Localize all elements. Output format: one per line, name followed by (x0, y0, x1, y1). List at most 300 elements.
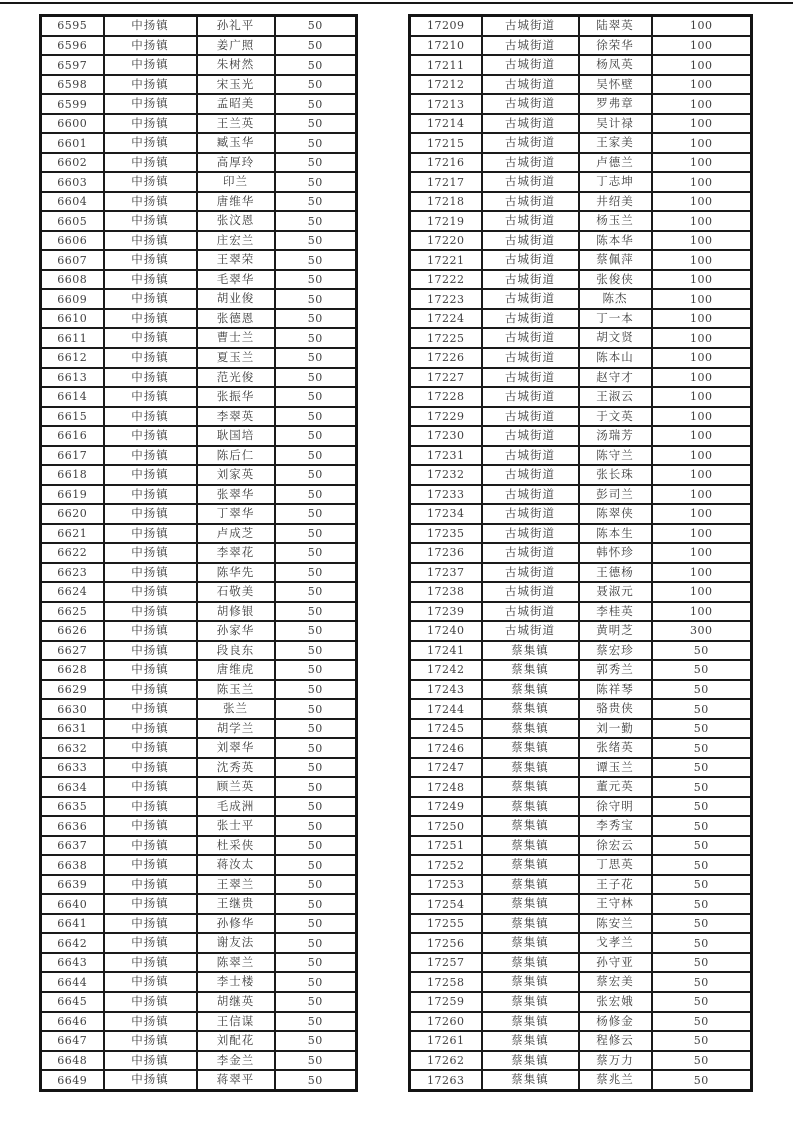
cell-name: 毛成洲 (197, 797, 275, 817)
cell-id: 6617 (41, 446, 104, 466)
cell-area: 中扬镇 (104, 524, 197, 544)
table-row (410, 504, 752, 524)
cell-area: 中扬镇 (104, 250, 197, 270)
cell-area: 中扬镇 (104, 1051, 197, 1071)
cell-area: 中扬镇 (104, 75, 197, 95)
table-row (410, 855, 752, 875)
cell-id: 17220 (410, 231, 482, 251)
table-row (41, 660, 357, 680)
cell-id: 17243 (410, 680, 482, 700)
table-row (41, 992, 357, 1012)
cell-name: 卢成芝 (197, 524, 275, 544)
table-row (410, 543, 752, 563)
cell-area: 中扬镇 (104, 972, 197, 992)
roster-table-left (39, 14, 358, 1092)
cell-amount: 50 (275, 211, 357, 231)
cell-name: 王继贵 (197, 894, 275, 914)
cell-name: 张振华 (197, 387, 275, 407)
cell-name: 王家美 (579, 133, 652, 153)
cell-area: 古城街道 (482, 348, 579, 368)
cell-amount: 100 (652, 582, 752, 602)
cell-id: 17232 (410, 465, 482, 485)
cell-amount: 50 (652, 816, 752, 836)
cell-amount: 50 (275, 719, 357, 739)
table-row (410, 1051, 752, 1071)
table-row (41, 875, 357, 895)
cell-id: 6612 (41, 348, 104, 368)
cell-area: 古城街道 (482, 543, 579, 563)
table-row (41, 602, 357, 622)
cell-id: 17240 (410, 621, 482, 641)
cell-name: 胡文贤 (579, 328, 652, 348)
cell-area: 中扬镇 (104, 875, 197, 895)
cell-amount: 50 (275, 543, 357, 563)
cell-amount: 100 (652, 36, 752, 56)
cell-name: 王翠兰 (197, 875, 275, 895)
cell-amount: 50 (275, 114, 357, 134)
cell-name: 张汶恩 (197, 211, 275, 231)
cell-name: 刘家英 (197, 465, 275, 485)
table-row (410, 426, 752, 446)
cell-amount: 100 (652, 543, 752, 563)
cell-name: 陈玉兰 (197, 680, 275, 700)
cell-area: 中扬镇 (104, 641, 197, 661)
cell-area: 古城街道 (482, 133, 579, 153)
cell-name: 刘一勤 (579, 719, 652, 739)
cell-id: 6615 (41, 407, 104, 427)
table-row (41, 211, 357, 231)
table-row (41, 914, 357, 934)
cell-area: 古城街道 (482, 328, 579, 348)
cell-name: 王翠荣 (197, 250, 275, 270)
cell-id: 6609 (41, 289, 104, 309)
cell-id: 6623 (41, 563, 104, 583)
cell-amount: 50 (275, 816, 357, 836)
table-row (410, 524, 752, 544)
cell-area: 中扬镇 (104, 446, 197, 466)
cell-area: 中扬镇 (104, 289, 197, 309)
cell-amount: 50 (275, 563, 357, 583)
cell-id: 6613 (41, 368, 104, 388)
cell-area: 中扬镇 (104, 231, 197, 251)
cell-area: 中扬镇 (104, 660, 197, 680)
table-row (410, 446, 752, 466)
cell-id: 17258 (410, 972, 482, 992)
table-row (410, 699, 752, 719)
cell-id: 6636 (41, 816, 104, 836)
cell-name: 罗弗章 (579, 94, 652, 114)
table-row (41, 836, 357, 856)
cell-name: 孙守亚 (579, 953, 652, 973)
cell-amount: 50 (652, 1012, 752, 1032)
cell-amount: 50 (275, 231, 357, 251)
table-row (41, 543, 357, 563)
cell-area: 中扬镇 (104, 933, 197, 953)
cell-amount: 50 (652, 660, 752, 680)
table-row (41, 1070, 357, 1090)
cell-amount: 50 (275, 153, 357, 173)
cell-area: 中扬镇 (104, 270, 197, 290)
cell-area: 古城街道 (482, 270, 579, 290)
cell-id: 17228 (410, 387, 482, 407)
cell-id: 17213 (410, 94, 482, 114)
cell-amount: 50 (652, 680, 752, 700)
cell-area: 中扬镇 (104, 192, 197, 212)
cell-amount: 50 (275, 855, 357, 875)
cell-name: 杨玉兰 (579, 211, 652, 231)
cell-name: 陈安兰 (579, 914, 652, 934)
table-row (41, 758, 357, 778)
cell-area: 古城街道 (482, 231, 579, 251)
cell-id: 17238 (410, 582, 482, 602)
table-row (41, 387, 357, 407)
cell-amount: 100 (652, 407, 752, 427)
cell-id: 17244 (410, 699, 482, 719)
cell-name: 陈后仁 (197, 446, 275, 466)
cell-name: 陈祥琴 (579, 680, 652, 700)
cell-id: 17252 (410, 855, 482, 875)
cell-amount: 50 (275, 933, 357, 953)
cell-amount: 100 (652, 426, 752, 446)
table-row (41, 1051, 357, 1071)
cell-amount: 100 (652, 602, 752, 622)
cell-area: 古城街道 (482, 563, 579, 583)
cell-id: 6648 (41, 1051, 104, 1071)
cell-amount: 50 (652, 719, 752, 739)
table-row (410, 914, 752, 934)
cell-amount: 50 (652, 738, 752, 758)
cell-area: 中扬镇 (104, 699, 197, 719)
cell-amount: 50 (652, 914, 752, 934)
cell-amount: 50 (275, 894, 357, 914)
cell-id: 6622 (41, 543, 104, 563)
cell-amount: 100 (652, 133, 752, 153)
table-row (41, 1012, 357, 1032)
cell-name: 卢德兰 (579, 153, 652, 173)
cell-area: 古城街道 (482, 16, 579, 36)
cell-name: 蔡佩萍 (579, 250, 652, 270)
table-row (410, 953, 752, 973)
cell-id: 6629 (41, 680, 104, 700)
cell-name: 陈本生 (579, 524, 652, 544)
cell-name: 郭秀兰 (579, 660, 652, 680)
cell-area: 中扬镇 (104, 465, 197, 485)
cell-amount: 100 (652, 289, 752, 309)
table-row (410, 621, 752, 641)
cell-amount: 50 (652, 992, 752, 1012)
cell-id: 6631 (41, 719, 104, 739)
cell-id: 6614 (41, 387, 104, 407)
cell-area: 中扬镇 (104, 16, 197, 36)
cell-area: 中扬镇 (104, 914, 197, 934)
cell-name: 吴计禄 (579, 114, 652, 134)
cell-name: 王兰英 (197, 114, 275, 134)
cell-id: 17235 (410, 524, 482, 544)
cell-amount: 100 (652, 387, 752, 407)
table-row (41, 563, 357, 583)
cell-id: 17242 (410, 660, 482, 680)
cell-area: 古城街道 (482, 114, 579, 134)
cell-name: 段良东 (197, 641, 275, 661)
cell-area: 古城街道 (482, 602, 579, 622)
cell-id: 17255 (410, 914, 482, 934)
table-row (41, 328, 357, 348)
cell-id: 17246 (410, 738, 482, 758)
cell-id: 17216 (410, 153, 482, 173)
cell-amount: 50 (275, 250, 357, 270)
cell-name: 张德恩 (197, 309, 275, 329)
cell-amount: 50 (275, 875, 357, 895)
cell-name: 韩怀珍 (579, 543, 652, 563)
cell-id: 6642 (41, 933, 104, 953)
cell-area: 中扬镇 (104, 36, 197, 56)
cell-area: 蔡集镇 (482, 641, 579, 661)
cell-name: 李秀宝 (579, 816, 652, 836)
cell-amount: 50 (275, 55, 357, 75)
cell-id: 17225 (410, 328, 482, 348)
cell-area: 蔡集镇 (482, 855, 579, 875)
cell-area: 古城街道 (482, 211, 579, 231)
table-row (41, 55, 357, 75)
cell-id: 17254 (410, 894, 482, 914)
table-row (410, 738, 752, 758)
cell-id: 17234 (410, 504, 482, 524)
table-row (410, 582, 752, 602)
cell-amount: 100 (652, 309, 752, 329)
cell-area: 中扬镇 (104, 836, 197, 856)
cell-area: 蔡集镇 (482, 738, 579, 758)
table-row (41, 407, 357, 427)
cell-name: 蒋汝太 (197, 855, 275, 875)
cell-area: 中扬镇 (104, 680, 197, 700)
cell-name: 谭玉兰 (579, 758, 652, 778)
cell-amount: 50 (652, 777, 752, 797)
cell-id: 6645 (41, 992, 104, 1012)
cell-name: 张宏娥 (579, 992, 652, 1012)
cell-id: 17251 (410, 836, 482, 856)
cell-amount: 50 (275, 504, 357, 524)
cell-id: 6601 (41, 133, 104, 153)
cell-amount: 50 (275, 738, 357, 758)
cell-name: 胡修银 (197, 602, 275, 622)
table-row (41, 426, 357, 446)
table-row (410, 387, 752, 407)
table-row (410, 660, 752, 680)
cell-amount: 100 (652, 446, 752, 466)
cell-id: 17259 (410, 992, 482, 1012)
table-row (41, 153, 357, 173)
cell-area: 蔡集镇 (482, 992, 579, 1012)
cell-area: 中扬镇 (104, 94, 197, 114)
table-row (410, 328, 752, 348)
cell-amount: 50 (275, 1051, 357, 1071)
cell-amount: 50 (275, 1031, 357, 1051)
cell-name: 唐维虎 (197, 660, 275, 680)
cell-amount: 50 (275, 289, 357, 309)
cell-amount: 50 (275, 426, 357, 446)
cell-name: 丁志坤 (579, 172, 652, 192)
cell-area: 古城街道 (482, 55, 579, 75)
table-row (410, 133, 752, 153)
cell-name: 孙修华 (197, 914, 275, 934)
cell-id: 17263 (410, 1070, 482, 1090)
cell-amount: 100 (652, 75, 752, 95)
cell-name: 沈秀英 (197, 758, 275, 778)
cell-amount: 50 (275, 407, 357, 427)
cell-name: 耿国培 (197, 426, 275, 446)
table-row (410, 933, 752, 953)
table-row (410, 816, 752, 836)
cell-name: 高厚玲 (197, 153, 275, 173)
table-row (410, 309, 752, 329)
cell-name: 陈杰 (579, 289, 652, 309)
cell-amount: 50 (275, 621, 357, 641)
cell-area: 古城街道 (482, 426, 579, 446)
cell-id: 6641 (41, 914, 104, 934)
cell-amount: 100 (652, 172, 752, 192)
cell-id: 6625 (41, 602, 104, 622)
cell-area: 蔡集镇 (482, 719, 579, 739)
cell-id: 6595 (41, 16, 104, 36)
roster-table-right-body (410, 16, 752, 1091)
table-row (410, 289, 752, 309)
table-row (41, 348, 357, 368)
cell-name: 王信谋 (197, 1012, 275, 1032)
cell-id: 6604 (41, 192, 104, 212)
cell-area: 古城街道 (482, 582, 579, 602)
table-row (41, 699, 357, 719)
cell-amount: 50 (275, 309, 357, 329)
cell-area: 中扬镇 (104, 582, 197, 602)
table-row (410, 875, 752, 895)
roster-table-left-body (41, 16, 357, 1091)
cell-name: 陈翠兰 (197, 953, 275, 973)
cell-name: 孙家华 (197, 621, 275, 641)
table-row (41, 485, 357, 505)
cell-amount: 50 (275, 758, 357, 778)
cell-amount: 100 (652, 192, 752, 212)
table-row (410, 231, 752, 251)
cell-amount: 50 (652, 1051, 752, 1071)
cell-amount: 100 (652, 328, 752, 348)
table-row (410, 465, 752, 485)
cell-amount: 50 (652, 894, 752, 914)
cell-id: 6608 (41, 270, 104, 290)
cell-id: 6634 (41, 777, 104, 797)
cell-area: 中扬镇 (104, 211, 197, 231)
table-row (41, 368, 357, 388)
cell-area: 蔡集镇 (482, 972, 579, 992)
cell-amount: 50 (652, 953, 752, 973)
cell-area: 蔡集镇 (482, 875, 579, 895)
cell-amount: 50 (652, 699, 752, 719)
cell-amount: 50 (275, 836, 357, 856)
table-row (410, 836, 752, 856)
cell-area: 蔡集镇 (482, 758, 579, 778)
cell-id: 6638 (41, 855, 104, 875)
cell-id: 17253 (410, 875, 482, 895)
cell-name: 陆翠英 (579, 16, 652, 36)
table-row (410, 192, 752, 212)
cell-amount: 50 (275, 972, 357, 992)
cell-name: 张绪英 (579, 738, 652, 758)
cell-name: 陈本山 (579, 348, 652, 368)
cell-name: 汤瑞芳 (579, 426, 652, 446)
table-row (410, 250, 752, 270)
cell-area: 蔡集镇 (482, 953, 579, 973)
cell-amount: 50 (652, 933, 752, 953)
cell-amount: 50 (652, 758, 752, 778)
cell-name: 印兰 (197, 172, 275, 192)
cell-id: 6611 (41, 328, 104, 348)
cell-id: 6597 (41, 55, 104, 75)
cell-amount: 50 (652, 797, 752, 817)
table-row (410, 211, 752, 231)
cell-amount: 50 (275, 1070, 357, 1090)
cell-area: 蔡集镇 (482, 914, 579, 934)
cell-amount: 100 (652, 504, 752, 524)
cell-amount: 50 (275, 446, 357, 466)
table-row (41, 738, 357, 758)
cell-amount: 50 (652, 641, 752, 661)
cell-amount: 100 (652, 114, 752, 134)
cell-name: 张翠华 (197, 485, 275, 505)
cell-name: 朱树然 (197, 55, 275, 75)
cell-area: 中扬镇 (104, 133, 197, 153)
cell-id: 17214 (410, 114, 482, 134)
cell-name: 宋玉光 (197, 75, 275, 95)
cell-id: 17236 (410, 543, 482, 563)
cell-name: 孙礼平 (197, 16, 275, 36)
cell-area: 古城街道 (482, 250, 579, 270)
cell-amount: 50 (275, 36, 357, 56)
cell-area: 古城街道 (482, 94, 579, 114)
cell-id: 6624 (41, 582, 104, 602)
cell-amount: 50 (275, 172, 357, 192)
cell-name: 姜广照 (197, 36, 275, 56)
cell-id: 17260 (410, 1012, 482, 1032)
table-row (41, 641, 357, 661)
cell-amount: 100 (652, 485, 752, 505)
table-row (410, 75, 752, 95)
cell-id: 6619 (41, 485, 104, 505)
cell-name: 蔡兆兰 (579, 1070, 652, 1090)
cell-id: 6635 (41, 797, 104, 817)
cell-amount: 50 (652, 972, 752, 992)
cell-name: 李金兰 (197, 1051, 275, 1071)
cell-id: 17212 (410, 75, 482, 95)
table-row (410, 758, 752, 778)
cell-name: 董元英 (579, 777, 652, 797)
cell-name: 李桂英 (579, 602, 652, 622)
cell-id: 6639 (41, 875, 104, 895)
cell-id: 6643 (41, 953, 104, 973)
cell-name: 陈华先 (197, 563, 275, 583)
cell-id: 6605 (41, 211, 104, 231)
table-row (41, 289, 357, 309)
cell-name: 杨修金 (579, 1012, 652, 1032)
cell-amount: 50 (652, 1031, 752, 1051)
table-row (410, 270, 752, 290)
cell-name: 王德杨 (579, 563, 652, 583)
table-row (41, 855, 357, 875)
cell-amount: 50 (652, 1070, 752, 1090)
cell-name: 于文英 (579, 407, 652, 427)
cell-amount: 100 (652, 250, 752, 270)
cell-amount: 100 (652, 368, 752, 388)
cell-area: 蔡集镇 (482, 1031, 579, 1051)
cell-amount: 50 (275, 992, 357, 1012)
